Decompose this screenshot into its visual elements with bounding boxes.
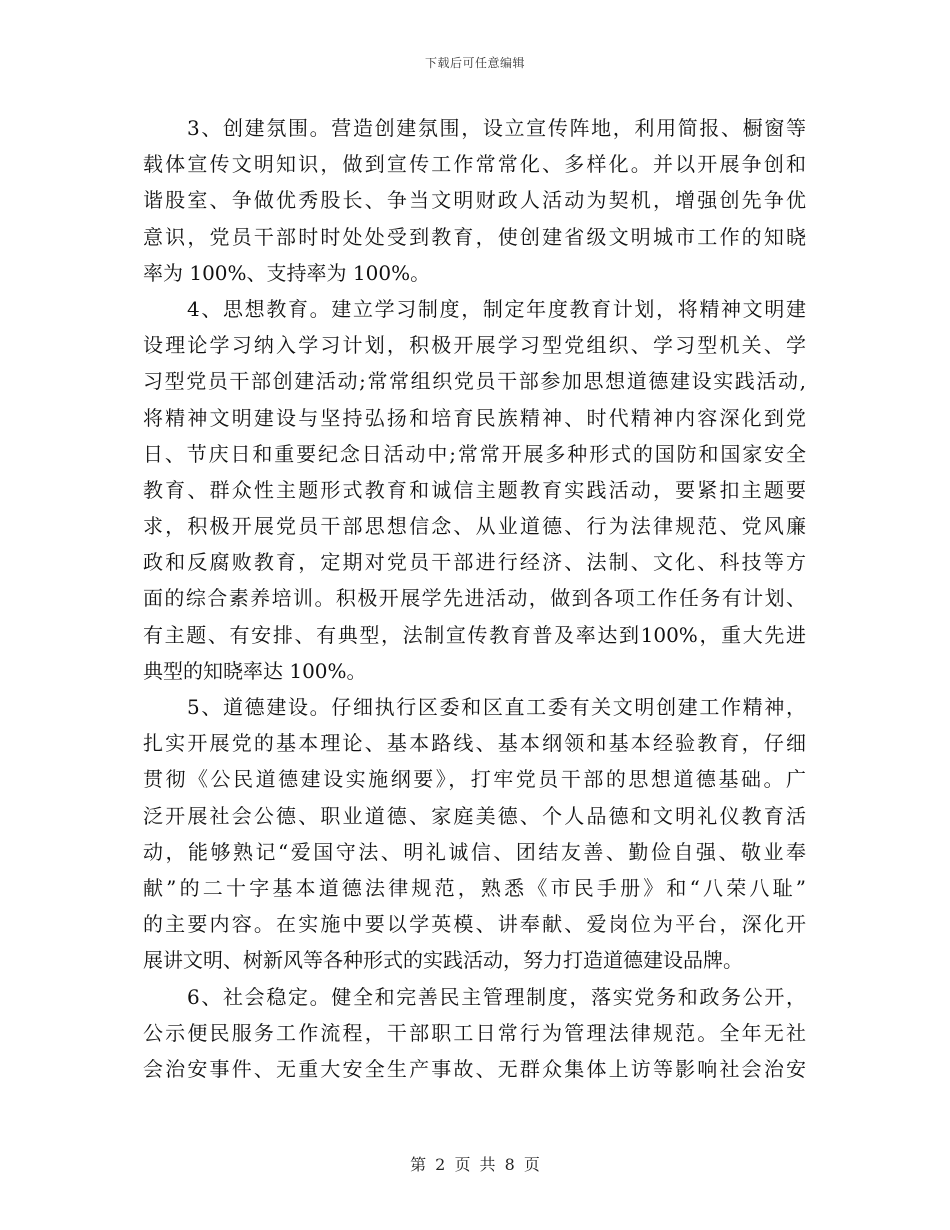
paragraph-line: 典型的知晓率达 100%。 [143, 658, 367, 683]
paragraph-line: 4、思想教育。建立学习制度，制定年度教育计划，将精神文明建 [187, 296, 806, 321]
document-body [143, 110, 806, 1087]
paragraph-line: 3、创建氛围。营造创建氛围，设立宣传阵地，利用简报、橱窗等 [187, 116, 806, 140]
paragraph-line: 率为 100%、支持率为 100%。 [143, 260, 431, 285]
paragraph-line: 泛开展社会公德、职业道德、家庭美德、个人品德和文明礼仪教育活 [143, 803, 806, 828]
paragraph-line: 意识，党员干部时时处处受到教育，使创建省级文明城市工作的知晓 [143, 224, 806, 249]
paragraph-line: 教育、群众性主题形式教育和诚信主题教育实践活动，要紧扣主题要 [143, 477, 806, 502]
paragraph-line: 有主题、有安排、有典型，法制宣传教育普及率达到100%，重大先进 [143, 622, 806, 647]
paragraph-6-social-stability [143, 979, 806, 1088]
paragraph-line: 献”的二十字基本道德法律规范，熟悉《市民手册》和“八荣八耻” [143, 875, 806, 900]
paragraph-4-ideological-education [143, 291, 806, 689]
paragraph-line: 扎实开展党的基本理论、基本路线、基本纲领和基本经验教育，仔细 [143, 731, 806, 756]
paragraph-5-moral-construction [143, 689, 806, 979]
paragraph-line: 面的综合素养培训。积极开展学先进活动，做到各项工作任务有计划、 [143, 586, 806, 611]
page-number-footer: 第 2 页 共 8 页 [410, 1155, 540, 1174]
paragraph-line: 的主要内容。在实施中要以学英模、讲奉献、爱岗位为平台，深化开 [143, 912, 806, 937]
paragraph-line: 政和反腐败教育，定期对党员干部进行经济、法制、文化、科技等方 [143, 550, 806, 575]
page-header: 下载后可任意编辑 [424, 56, 525, 70]
paragraph-line: 动，能够熟记“爱国守法、明礼诚信、团结友善、勤俭自强、敬业奉 [143, 839, 806, 864]
paragraph-line: 载体宣传文明知识，做到宣传工作常常化、多样化。并以开展争创和 [143, 152, 806, 177]
paragraph-line: 贯彻《公民道德建设实施纲要》，打牢党员干部的思想道德基础。广 [143, 767, 806, 792]
paragraph-line: 谐股室、争做优秀股长、争当文明财政人活动为契机，增强创先争优 [143, 188, 806, 213]
paragraph-line: 求，积极开展党员干部思想信念、从业道德、行为法律规范、党风廉 [143, 514, 806, 539]
paragraph-line: 将精神文明建设与坚持弘扬和培育民族精神、时代精神内容深化到党 [143, 405, 806, 430]
paragraph-line: 习型党员干部创建活动;常常组织党员干部参加思想道德建设实践活动, [143, 369, 806, 394]
paragraph-line: 设理论学习纳入学习计划，积极开展学习型党组织、学习型机关、学 [143, 333, 806, 358]
paragraph-3-atmosphere [143, 110, 806, 291]
paragraph-line: 会治安事件、无重大安全生产事故、无群众集体上访等影响社会治安 [143, 1056, 806, 1081]
paragraph-line: 日、节庆日和重要纪念日活动中;常常开展多种形式的国防和国家安全 [143, 441, 806, 466]
paragraph-line: 公示便民服务工作流程，干部职工日常行为管理法律规范。全年无社 [143, 1020, 806, 1045]
paragraph-line: 5、道德建设。仔细执行区委和区直工委有关文明创建工作精神， [187, 695, 806, 719]
paragraph-line: 6、社会稳定。健全和完善民主管理制度，落实党务和政务公开， [187, 984, 806, 1009]
paragraph-line: 展讲文明、树新风等各种形式的实践活动，努力打造道德建设品牌。 [143, 948, 743, 973]
